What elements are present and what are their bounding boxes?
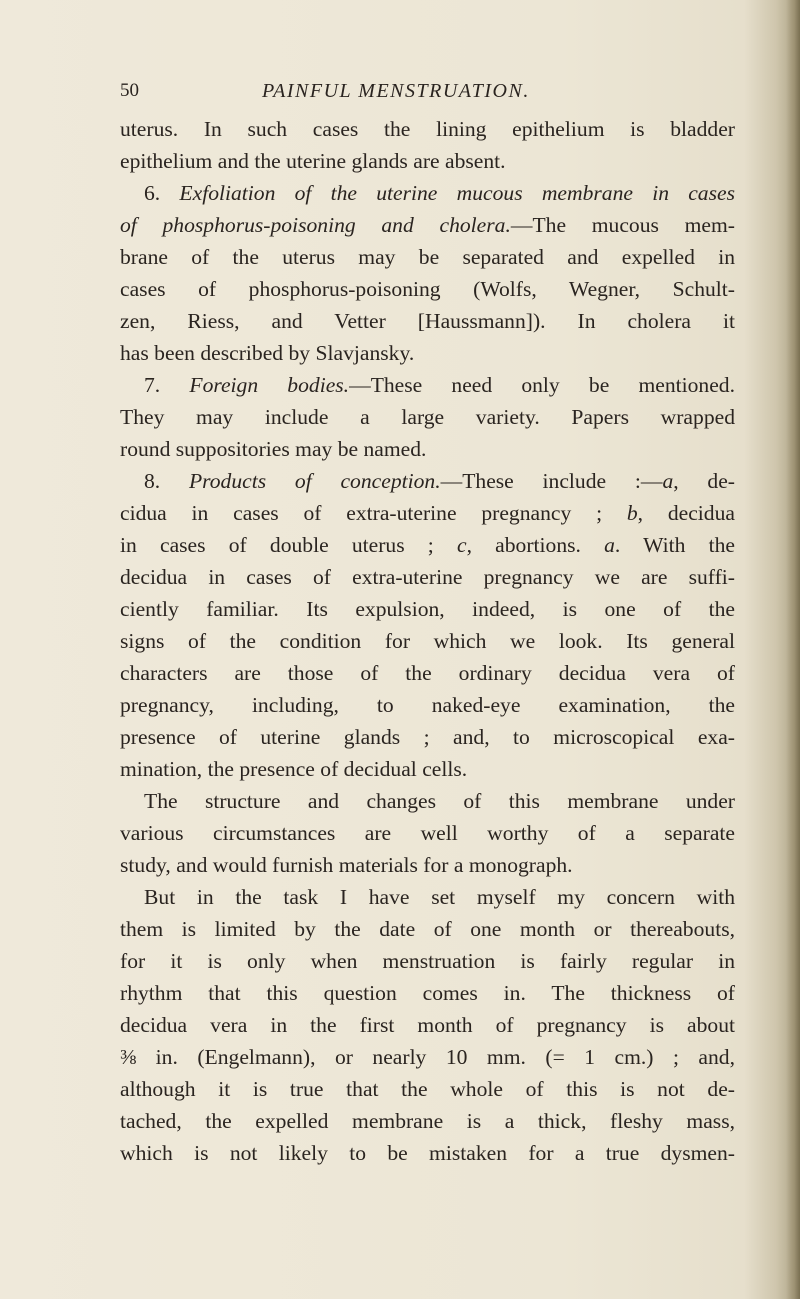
text-run: —The mucous mem- — [510, 213, 735, 237]
page-number: 50 — [120, 80, 139, 101]
text-line: But in the task I have set myself my concern with — [144, 885, 735, 909]
text-line: rhythm that this question comes in. The thickness of — [120, 981, 735, 1005]
body-text — [120, 113, 735, 1169]
text-line: brane of the uterus may be separated and expelled in — [120, 245, 735, 269]
text-line: zen, Riess, and Vetter [Haussmann]). In cholera it — [120, 309, 735, 333]
text-line — [120, 209, 735, 241]
text-line: round suppositories may be named. — [120, 437, 427, 461]
text-line — [120, 177, 735, 209]
text-line: presence of uterine glands ; and, to microscopical exa- — [120, 725, 735, 749]
text-line: ciently familiar. Its expulsion, indeed, is one of the — [120, 597, 735, 621]
text-line: ⅜ in. (Engelmann), or nearly 10 mm. (= 1 cm.) ; and, — [120, 1045, 735, 1069]
page-header — [120, 80, 735, 110]
italic-text: of phosphorus-poisoning and cholera. — [120, 213, 511, 237]
text-run: 6. — [144, 181, 180, 205]
italic-text: Foreign bodies. — [189, 373, 350, 397]
text-line: mination, the presence of decidual cells. — [120, 757, 468, 781]
text-line: tached, the expelled membrane is a thick, fleshy mass, — [120, 1109, 735, 1133]
text-line: epithelium and the uterine glands are absent. — [120, 149, 506, 173]
text-line: signs of the condition for which we look. Its general — [120, 629, 735, 653]
text-run: cidua in cases of extra-uterine pregnancy ; — [120, 501, 627, 525]
text-line: They may include a large variety. Papers wrapped — [120, 405, 735, 429]
text-line — [120, 497, 735, 529]
text-run: . With the — [614, 533, 735, 557]
text-line — [120, 529, 735, 561]
text-run: in cases of double uterus ; — [120, 533, 457, 557]
italic-text: Products of conception. — [188, 469, 441, 493]
text-line — [120, 465, 735, 497]
text-line: decidua vera in the first month of pregnancy is about — [120, 1013, 735, 1037]
text-line — [120, 369, 735, 401]
text-line: for it is only when menstruation is fairly regular in — [120, 949, 735, 973]
page-edge-shadow — [786, 0, 800, 1299]
text-line: cases of phosphorus-poisoning (Wolfs, Wegner, Schult- — [120, 277, 735, 301]
text-line: has been described by Slavjansky. — [120, 341, 415, 365]
running-head: PAINFUL MENSTRUATION. — [262, 80, 530, 102]
text-run: 7. — [144, 373, 190, 397]
text-line: them is limited by the date of one month or thereabouts, — [120, 917, 735, 941]
text-line: study, and would furnish materials for a monograph. — [120, 853, 573, 877]
text-line: various circumstances are well worthy of a separate — [120, 821, 735, 845]
text-line: characters are those of the ordinary decidua vera of — [120, 661, 735, 685]
text-run: 8. — [144, 469, 189, 493]
text-line: pregnancy, including, to naked-eye examination, the — [120, 693, 735, 717]
italic-text: b — [626, 501, 638, 525]
text-line: decidua in cases of extra-uterine pregnancy we are suffi- — [120, 565, 735, 589]
text-run: —These need only be mentioned. — [349, 373, 735, 397]
text-line: although it is true that the whole of this is not de- — [120, 1077, 735, 1101]
text-run: —These include :— — [440, 469, 663, 493]
text-run: , abortions. — [466, 533, 605, 557]
text-line: The structure and changes of this membrane under — [144, 789, 735, 813]
text-line: which is not likely to be mistaken for a true dysmen- — [120, 1141, 735, 1165]
text-line: uterus. In such cases the lining epithelium is bladder — [120, 117, 735, 141]
italic-text: Exfoliation of the uterine mucous membrane in cases — [179, 181, 735, 205]
text-run: , decidua — [637, 501, 735, 525]
italic-text: c — [457, 533, 467, 557]
text-run: , de- — [673, 469, 735, 493]
italic-text: a — [604, 533, 615, 557]
italic-text: a — [662, 469, 674, 493]
